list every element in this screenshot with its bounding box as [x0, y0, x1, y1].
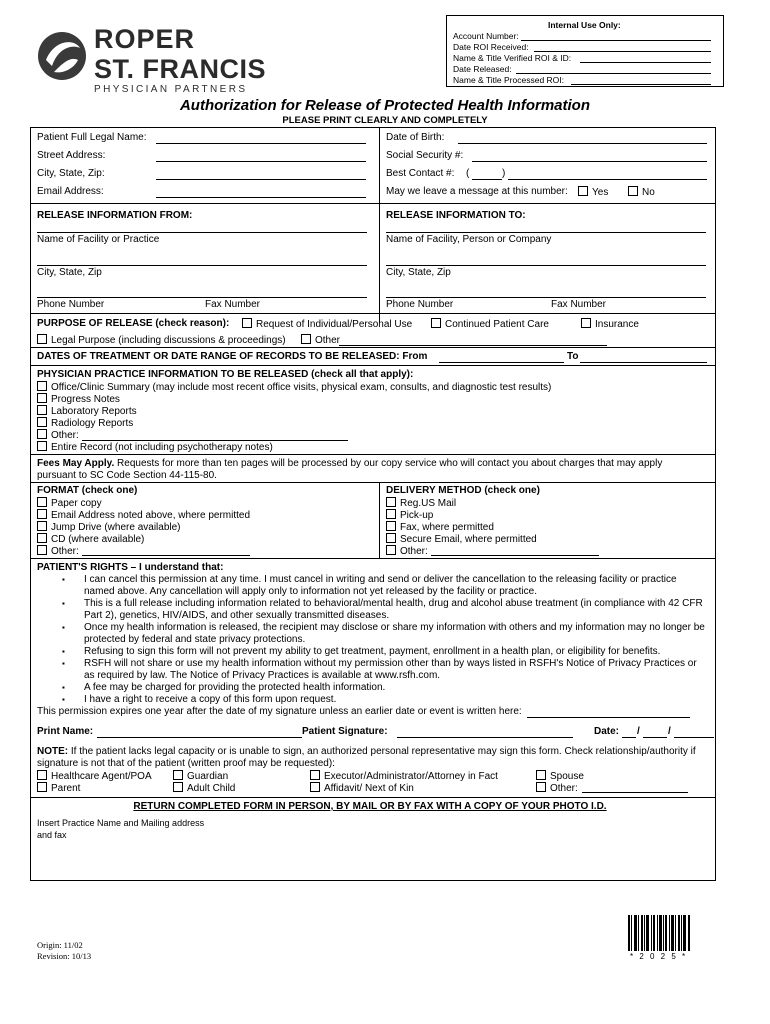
internal-field-date-received: Date ROI Received: [453, 42, 529, 52]
purpose-insurance[interactable] [581, 318, 639, 330]
yes-option[interactable] [578, 186, 608, 198]
info-entire-record[interactable] [37, 441, 273, 453]
info-lab[interactable] [37, 405, 137, 417]
note-bold: NOTE: [37, 746, 69, 757]
release-from-line1[interactable] [37, 232, 367, 233]
rel-agent-label: Healthcare Agent/POA [51, 771, 152, 782]
city-field[interactable] [156, 179, 366, 180]
rel-adult-child-checkbox[interactable] [173, 782, 183, 792]
release-to-line2[interactable] [386, 265, 706, 266]
internal-use-title: Internal Use Only: [548, 20, 621, 30]
best-contact-field[interactable] [508, 179, 707, 180]
info-office-checkbox[interactable] [37, 381, 47, 391]
purpose-legal-checkbox[interactable] [37, 334, 47, 344]
rel-guardian[interactable] [173, 770, 228, 782]
rights-line-9: as required by law. The Notice of Privacy Practices is available at www.rsfh.com. [84, 670, 441, 681]
release-from-line2[interactable] [37, 265, 367, 266]
rights-line-7: Refusing to sign this form will not prevent my ability to get treatment, payment, enrollment in a health plan, or eligibility for benefits. [84, 646, 661, 657]
no-label: No [642, 187, 655, 198]
format-heading: FORMAT (check one) [37, 485, 138, 496]
internal-field-account: Account Number: [453, 31, 519, 41]
rel-other[interactable] [536, 782, 578, 794]
email-label: Email Address: [37, 186, 104, 197]
info-entire-checkbox[interactable] [37, 441, 47, 451]
form-subtitle: PLEASE PRINT CLEARLY AND COMPLETELY [282, 115, 488, 126]
rel-affidavit-label: Affidavit/ Next of Kin [324, 783, 414, 794]
rel-executor-label: Executor/Administrator/Attorney in Fact [324, 771, 498, 782]
logo [36, 24, 266, 100]
rel-executor[interactable] [310, 770, 498, 782]
rights-line-8: RSFH will not share or use my health information without my permission other than by ways listed in RSFH's Notice of Privacy Practices or [84, 658, 697, 669]
info-lab-label: Laboratory Reports [51, 406, 137, 417]
release-to-facility-label: Name of Facility, Person or Company [386, 234, 552, 245]
patient-signature-field[interactable] [397, 737, 573, 738]
delivery-other-field[interactable] [431, 555, 599, 556]
info-office-summary[interactable] [37, 381, 551, 393]
rel-other-label: Other: [550, 783, 578, 794]
dates-label: DATES OF TREATMENT OR DATE RANGE OF RECORDS TO BE RELEASED: From [37, 351, 428, 362]
delivery-other-checkbox[interactable] [386, 545, 396, 555]
rel-guardian-checkbox[interactable] [173, 770, 183, 780]
barcode [628, 915, 690, 951]
purpose-other-field[interactable] [339, 345, 607, 346]
format-email-checkbox[interactable] [37, 509, 47, 519]
return-line-1: Insert Practice Name and Mailing address [37, 818, 205, 828]
date-slash-2: / [668, 726, 671, 737]
no-option[interactable] [628, 186, 655, 198]
delivery-fax-label: Fax, where permitted [400, 522, 494, 533]
purpose-legal[interactable] [37, 334, 286, 346]
rel-adult-child-label: Adult Child [187, 783, 236, 794]
info-entire-label: Entire Record (not including psychotherapy notes) [51, 442, 273, 453]
rel-parent[interactable] [37, 782, 80, 794]
message-label: May we leave a message at this number: [386, 186, 568, 197]
dob-field[interactable] [458, 143, 707, 144]
info-progress[interactable] [37, 393, 120, 405]
delivery-heading: DELIVERY METHOD (check one) [386, 485, 540, 496]
rights-line-10: A fee may be charged for providing the protected health information. [84, 682, 386, 693]
rel-agent[interactable] [37, 770, 152, 782]
info-radiology-label: Radiology Reports [51, 418, 134, 429]
note-line-2: signature is not that of the patient (written proof may be requested): [37, 758, 335, 769]
physician-info-heading: PHYSICIAN PRACTICE INFORMATION TO BE RELEASED (check all that apply): [37, 369, 414, 380]
purpose-other-checkbox[interactable] [301, 334, 311, 344]
rel-agent-checkbox[interactable] [37, 770, 47, 780]
internal-field-date-released: Date Released: [453, 64, 512, 74]
info-progress-label: Progress Notes [51, 394, 120, 405]
delivery-mail-checkbox[interactable] [386, 497, 396, 507]
ssn-label: Social Security #: [386, 150, 464, 161]
release-to-line3[interactable] [386, 297, 706, 298]
rights-line-4: Part 2), genetics, HIV/AIDS, and other sexually transmitted diseases. [84, 610, 390, 621]
info-other[interactable] [37, 429, 79, 441]
purpose-legal-label: Legal Purpose (including discussions & proceedings) [51, 335, 286, 346]
internal-field-processed: Name & Title Processed ROI: [453, 75, 565, 85]
format-other-checkbox[interactable] [37, 545, 47, 555]
street-label: Street Address: [37, 150, 106, 161]
info-other-checkbox[interactable] [37, 429, 47, 439]
dates-to-label: To [567, 351, 579, 362]
format-cd-label: CD (where available) [51, 534, 145, 545]
release-from-fax-label: Fax Number [205, 299, 261, 310]
format-jump-checkbox[interactable] [37, 521, 47, 531]
rel-other-checkbox[interactable] [536, 782, 546, 792]
format-other[interactable] [37, 545, 79, 557]
rel-affidavit-checkbox[interactable] [310, 782, 320, 792]
format-paper-label: Paper copy [51, 498, 102, 509]
rights-line-11: I have a right to receive a copy of this form upon request. [84, 694, 337, 705]
delivery-secure-label: Secure Email, where permitted [400, 534, 537, 545]
sig-date-month[interactable] [622, 737, 636, 738]
fees-line-2: pursuant to SC Code Section 44-115-80. [37, 470, 217, 481]
rel-parent-checkbox[interactable] [37, 782, 47, 792]
purpose-care[interactable] [431, 318, 549, 330]
format-jump-drive[interactable] [37, 521, 181, 533]
info-other-label: Other: [51, 430, 79, 441]
rel-affidavit[interactable] [310, 782, 414, 794]
rel-spouse-label: Spouse [550, 771, 584, 782]
delivery-pickup-checkbox[interactable] [386, 509, 396, 519]
format-cd[interactable] [37, 533, 144, 545]
purpose-other[interactable] [301, 334, 340, 346]
barcode-icon [628, 915, 690, 951]
patient-signature-label: Patient Signature: [302, 726, 388, 737]
ssn-field[interactable] [472, 161, 707, 162]
release-to-line1[interactable] [386, 232, 706, 233]
fees-bold: Fees May Apply. [37, 458, 115, 469]
delivery-secure-email[interactable] [386, 533, 537, 545]
return-heading: RETURN COMPLETED FORM IN PERSON, BY MAIL OR BY FAX WITH A COPY OF YOUR PHOTO I.D. [133, 801, 607, 812]
info-radiology-checkbox[interactable] [37, 417, 47, 427]
purpose-insurance-checkbox[interactable] [581, 318, 591, 328]
rights-line-2: named above. Any cancellation will apply only to information not yet released by the facility or practice. [84, 586, 538, 597]
release-from-heading: RELEASE INFORMATION FROM: [37, 210, 193, 221]
area-code-field[interactable] [472, 179, 502, 180]
date-from-field[interactable] [439, 362, 564, 363]
best-contact-label: Best Contact #: [386, 168, 455, 179]
yes-checkbox[interactable] [578, 186, 588, 196]
delivery-pickup-label: Pick-up [400, 510, 434, 521]
fees-line-1: Requests for more than ten pages will be processed by our copy service who will contact you about charges that may apply [117, 458, 663, 469]
date-label: Date: [594, 726, 620, 737]
no-checkbox[interactable] [628, 186, 638, 196]
sig-date-year[interactable] [674, 737, 714, 738]
release-to-fax-label: Fax Number [551, 299, 607, 310]
rel-spouse[interactable] [536, 770, 584, 782]
release-to-city-label: City, State, Zip [386, 267, 451, 278]
yes-label: Yes [592, 187, 609, 198]
return-line-2: and fax [37, 830, 67, 840]
format-email-label: Email Address noted above, where permitted [51, 510, 250, 521]
format-paper[interactable] [37, 497, 102, 509]
dob-label: Date of Birth: [386, 132, 445, 143]
delivery-mail-label: Reg.US Mail [400, 498, 457, 509]
best-contact-paren-open: ( [466, 168, 470, 179]
format-other-label: Other: [51, 546, 79, 557]
info-radiology[interactable] [37, 417, 133, 429]
rights-line-1: I can cancel this permission at any time. I must cancel in writing and send or deliver the cancellation to the releasing facility or practice [84, 574, 677, 585]
delivery-other-label: Other: [400, 546, 428, 557]
delivery-secure-checkbox[interactable] [386, 533, 396, 543]
rights-line-3: This is a full release including information related to behavioral/mental health, drug and alcohol abuse treatment (in compliance with 42 CFR [84, 598, 703, 609]
note-text-1 [37, 746, 696, 757]
rights-line-6: protected by federal and state privacy protections. [84, 634, 306, 645]
street-field[interactable] [156, 161, 366, 162]
release-to-heading: RELEASE INFORMATION TO: [386, 210, 526, 221]
info-progress-checkbox[interactable] [37, 393, 47, 403]
logo-line-3: PHYSICIAN PARTNERS [94, 84, 248, 95]
print-name-label: Print Name: [37, 726, 94, 737]
rel-spouse-checkbox[interactable] [536, 770, 546, 780]
logo-mark-icon [36, 30, 88, 82]
revision-text: Revision: 10/13 [37, 951, 92, 961]
purpose-personal-label: Request of Individual/Personal Use [256, 319, 413, 330]
barcode-text: * 2 0 2 5 * [630, 952, 688, 961]
expires-text: This permission expires one year after the date of my signature unless an earlier date or event is written here: [37, 706, 522, 717]
purpose-other-label: Other [315, 335, 341, 346]
release-from-facility-label: Name of Facility or Practice [37, 234, 160, 245]
origin-text: Origin: 11/02 [37, 940, 83, 950]
delivery-pickup[interactable] [386, 509, 433, 521]
date-to-field[interactable] [580, 362, 707, 363]
patient-name-label: Patient Full Legal Name: [37, 132, 147, 143]
fees-text-1 [37, 458, 662, 469]
release-from-city-label: City, State, Zip [37, 267, 102, 278]
note-line-1: If the patient lacks legal capacity or is unable to sign, an authorized personal representative may sign this form. Check relationship/authority if [70, 746, 696, 757]
format-email[interactable] [37, 509, 250, 521]
print-name-field[interactable] [97, 737, 302, 738]
purpose-personal-checkbox[interactable] [242, 318, 252, 328]
logo-line-2: ST. FRANCIS [94, 54, 267, 84]
date-slash-1: / [637, 726, 640, 737]
delivery-mail[interactable] [386, 497, 456, 509]
sig-date-day[interactable] [643, 737, 667, 738]
format-other-field[interactable] [82, 555, 250, 556]
purpose-care-label: Continued Patient Care [445, 319, 549, 330]
release-from-line3[interactable] [37, 297, 367, 298]
rights-line-5: Once my health information is released, the recipient may disclose or share my information with others and my information may no longer be [84, 622, 705, 633]
rel-guardian-label: Guardian [187, 771, 229, 782]
rel-parent-label: Parent [51, 783, 81, 794]
rights-heading: PATIENT'S RIGHTS – I understand that: [37, 562, 224, 573]
format-jump-label: Jump Drive (where available) [51, 522, 181, 533]
purpose-insurance-label: Insurance [595, 319, 639, 330]
delivery-fax-checkbox[interactable] [386, 521, 396, 531]
city-label: City, State, Zip: [37, 168, 105, 179]
delivery-fax[interactable] [386, 521, 494, 533]
logo-line-1: ROPER [94, 24, 196, 54]
purpose-heading: PURPOSE OF RELEASE (check reason): [37, 318, 230, 329]
rel-executor-checkbox[interactable] [310, 770, 320, 780]
internal-field-verified: Name & Title Verified ROI & ID: [453, 53, 572, 63]
best-contact-paren-close: ) [502, 168, 506, 179]
format-cd-checkbox[interactable] [37, 533, 47, 543]
release-to-phone-label: Phone Number [386, 299, 454, 310]
email-field[interactable] [156, 197, 366, 198]
purpose-personal[interactable] [242, 318, 412, 330]
rel-adult-child[interactable] [173, 782, 235, 794]
expires-field[interactable] [527, 717, 690, 718]
rel-other-field[interactable] [582, 792, 688, 793]
info-lab-checkbox[interactable] [37, 405, 47, 415]
delivery-other[interactable] [386, 545, 428, 557]
info-office-label: Office/Clinic Summary (may include most recent office visits, physical exam, consults, and diagnostic test results) [51, 382, 552, 393]
form-title: Authorization for Release of Protected Health Information [179, 97, 591, 114]
release-from-phone-label: Phone Number [37, 299, 105, 310]
patient-name-field[interactable] [156, 143, 366, 144]
purpose-care-checkbox[interactable] [431, 318, 441, 328]
format-paper-checkbox[interactable] [37, 497, 47, 507]
